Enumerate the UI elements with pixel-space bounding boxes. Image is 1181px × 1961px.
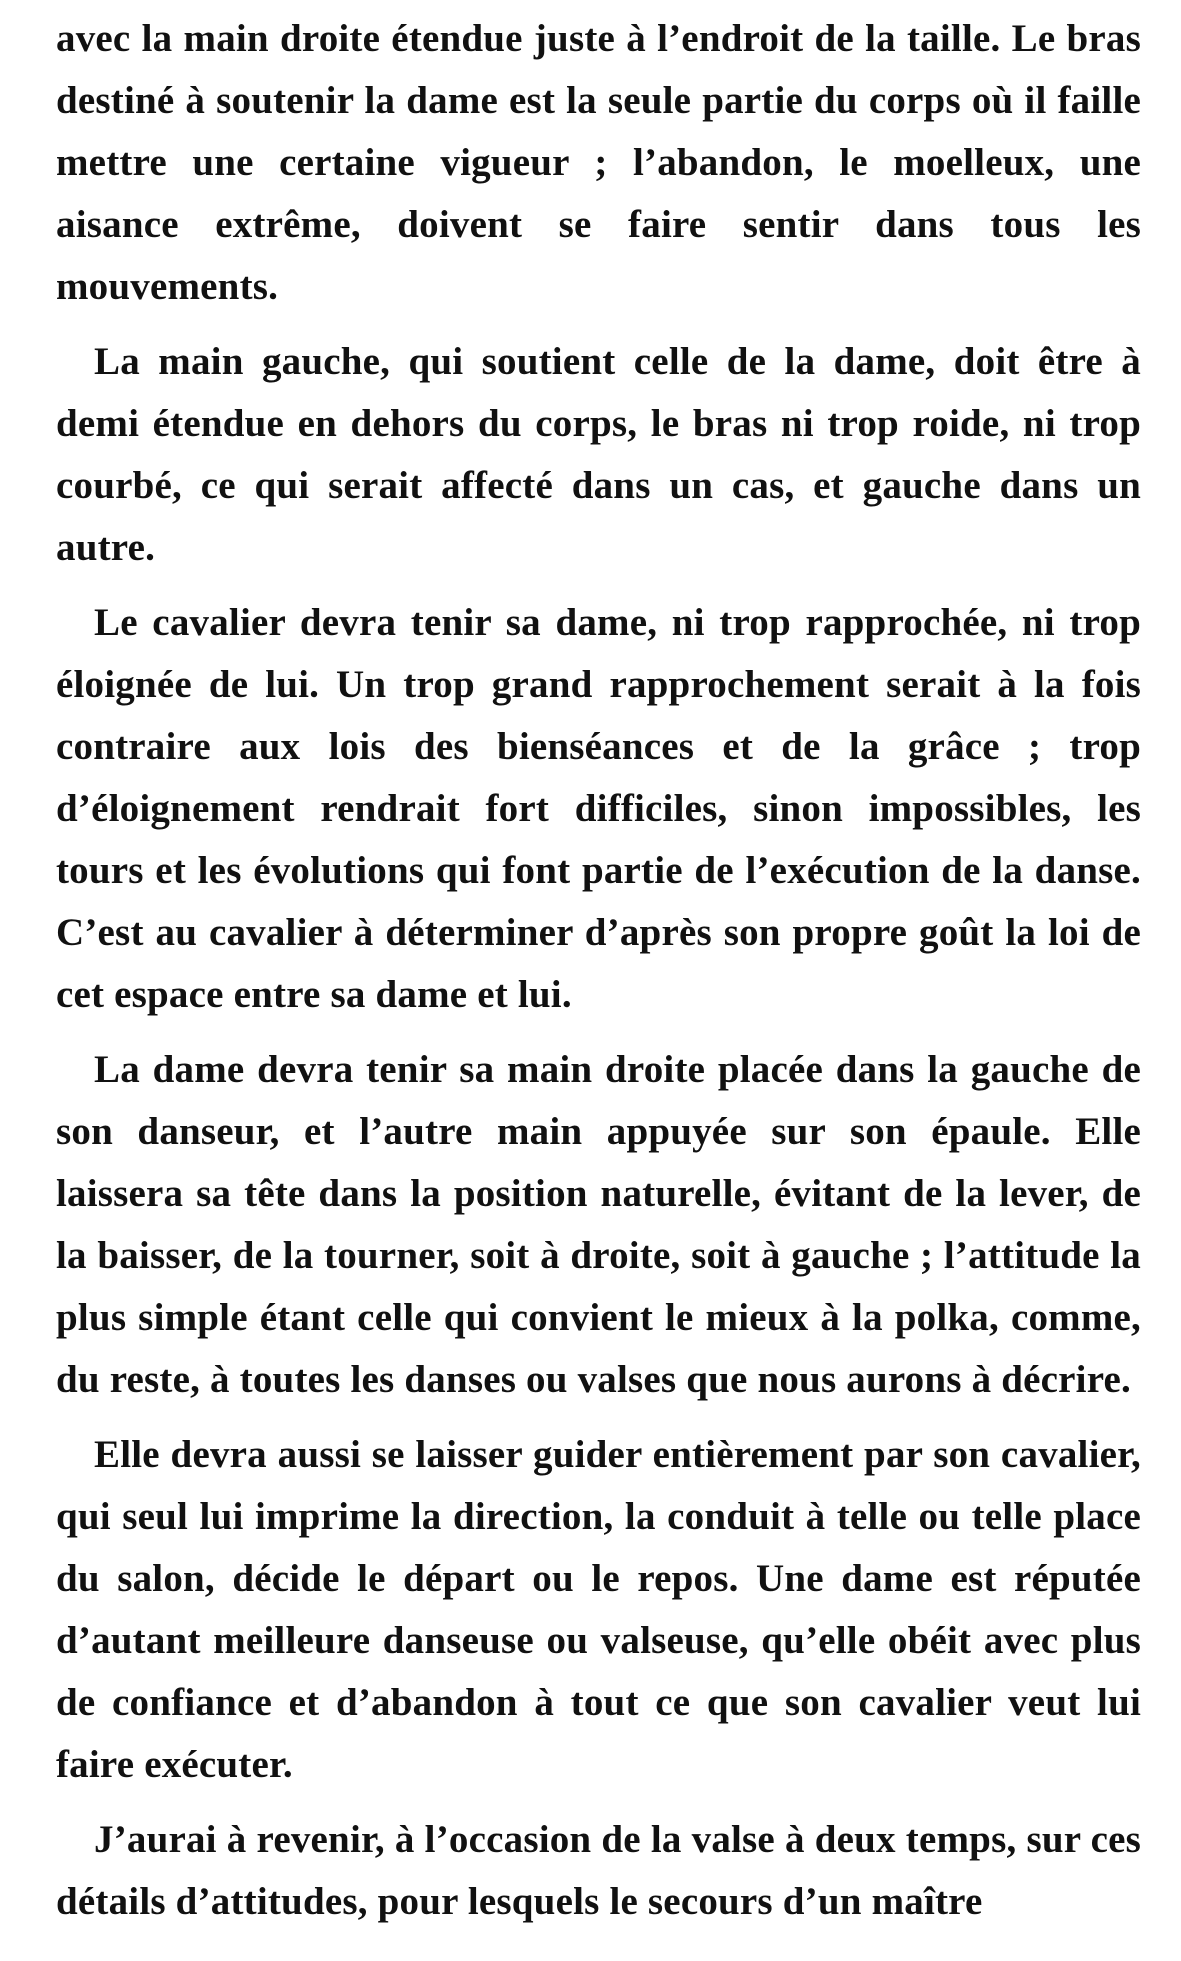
paragraph-valse-deux-temps: J’aurai à revenir, à l’occasion de la valse à deux temps, sur ces détails d’attitudes, pour lesquels le secours d’un maître: [56, 1818, 1141, 1923]
paragraph-cavalier-distance: Le cavalier devra tenir sa dame, ni trop rapprochée, ni trop éloignée de lui. Un trop grand rapprochement serait à la fois contraire aux lois des bienséances et de la grâce ; trop d’éloignement rendrait fort difficiles, sinon impossibles, les tours et les évolutions qui font partie de l’exécution de la danse. C’est au cavalier à déterminer d’après son propre goût la loi de cet espace entre sa dame et lui.: [56, 601, 1141, 1016]
paragraph-left-hand: La main gauche, qui soutient celle de la dame, doit être à demi étendue en dehors du corps, le bras ni trop roide, ni trop courbé, ce qui serait affecté dans un cas, et gauche dans un autre.: [56, 340, 1141, 569]
paragraph-lady-position: La dame devra tenir sa main droite placée dans la gauche de son danseur, et l’autre main appuyée sur son épaule. Elle laissera sa tête dans la position naturelle, évitant de la lever, de la baisser, de la tourner, soit à droite, soit à gauche ; l’attitude la plus simple étant celle qui convient le mieux à la polka, comme, du reste, à toutes les danses ou valses que nous aurons à décrire.: [56, 1048, 1141, 1401]
page-text: [56, 8, 1141, 1933]
paragraph-continuation: avec la main droite étendue juste à l’endroit de la taille. Le bras destiné à soutenir la dame est la seule partie du corps où il faille mettre une certaine vigueur ; l’abandon, le moelleux, une aisance extrême, doivent se faire sentir dans tous les mouvements.: [56, 17, 1141, 308]
paragraph-lady-guided: Elle devra aussi se laisser guider entièrement par son cavalier, qui seul lui imprime la direction, la conduit à telle ou telle place du salon, décide le départ ou le repos. Une dame est réputée d’autant meilleure danseuse ou valseuse, qu’elle obéit avec plus de confiance et d’abandon à tout ce que son cavalier veut lui faire exécuter.: [56, 1433, 1141, 1786]
